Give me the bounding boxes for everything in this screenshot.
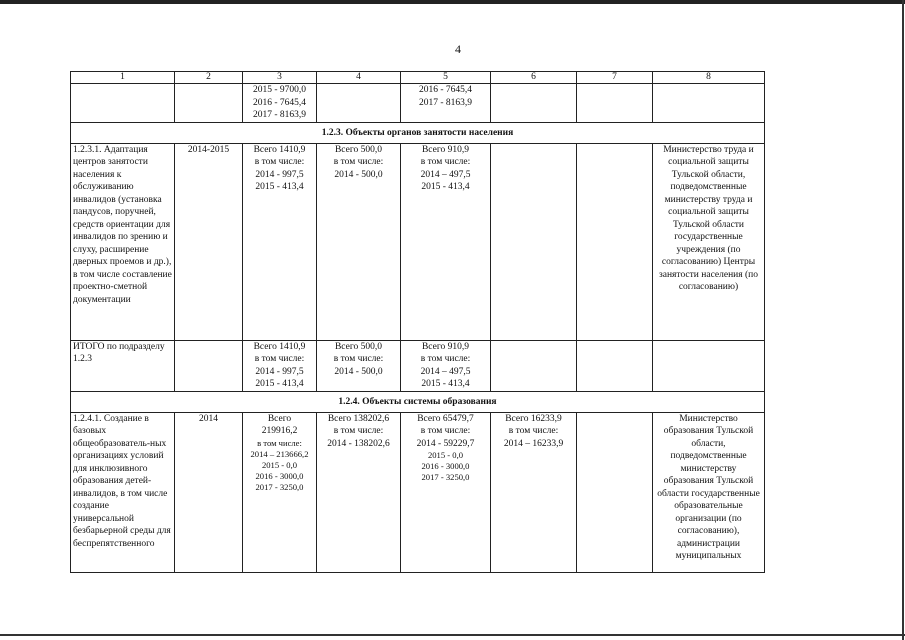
item-c3-main-line-1: Всего — [267, 413, 292, 424]
total-period-1-2-3 — [175, 340, 243, 391]
total-c4-line-2: в том числе: — [333, 354, 384, 364]
item-c5-breakdown — [403, 450, 488, 483]
item-c7-1-2-4-1 — [577, 412, 653, 572]
table-row-1-2-4-1 — [71, 412, 765, 572]
item-c7-1-2-3-1 — [577, 143, 653, 340]
header-cell-6: 6 — [491, 72, 577, 84]
scan-edge-bottom — [0, 634, 905, 636]
total-c3-1-2-3 — [243, 340, 317, 391]
section-row-1-2-3 — [71, 122, 765, 143]
item-c5-line-3: 2014 – 497,5 — [420, 169, 471, 180]
total-c4-1-2-3 — [317, 340, 401, 391]
item-c6-1-2-4-1 — [491, 412, 577, 572]
item-c4-line-1: Всего 500,0 — [334, 144, 383, 155]
item-period-1-2-3-1: 2014-2015 — [175, 143, 243, 340]
item-responsible-1-2-3-1: Министерство труда и социальной защиты Тульской области, подведомственные министерству труда и социальной защиты Тульской области государственные учреждения (по согласованию) Центры занятости населения (по согласованию) — [653, 143, 765, 340]
page-number: 4 — [455, 42, 461, 56]
total-c3-line-2: в том числе: — [254, 354, 305, 364]
header-cell-2: 2 — [175, 72, 243, 84]
carryover-c6-cell — [491, 84, 577, 123]
scan-edge-right — [902, 0, 904, 640]
item-c5-1-2-3-1 — [401, 143, 491, 340]
item-c3-small-line-3: 2015 - 0,0 — [261, 459, 298, 470]
header-cell-4: 4 — [317, 72, 401, 84]
item-name-1-2-3-1: 1.2.3.1. Адаптация центров занятости населения к обслуживанию инвалидов (установка пандусов, поручней, средств ориентации для инвалидов по зрению и слуху, расширение дверных проемов и др.), в том числе составление проектно-сметной документации — [71, 143, 175, 340]
carryover-c3-line-2: 2016 - 7645,4 — [252, 97, 307, 108]
item-c3-small-line-2: 2014 – 213666,2 — [250, 448, 309, 459]
item-c5-small-line-2: 2016 - 3000,0 — [421, 461, 470, 471]
item-c4-line-2b: в том числе: — [333, 426, 384, 436]
header-cell-8: 8 — [653, 72, 765, 84]
total-c3-line-1: Всего 1410,9 — [253, 341, 306, 352]
item-c3-small-line-5: 2017 - 3250,0 — [255, 481, 304, 492]
carryover-c5-line-2: 2017 - 8163,9 — [418, 97, 473, 108]
total-c6-1-2-3 — [491, 340, 577, 391]
total-c7-1-2-3 — [577, 340, 653, 391]
carryover-c3-line-1: 2015 - 9700,0 — [252, 85, 307, 95]
item-c3-small-line-4: 2016 - 3000,0 — [255, 470, 304, 481]
item-c6-line-1: Всего 16233,9 — [505, 413, 562, 424]
item-c4-line-2: в том числе: — [333, 157, 384, 167]
total-name-1-2-3: ИТОГО по подразделу 1.2.3 — [71, 340, 175, 391]
item-c3-line-2: в том числе: — [254, 157, 305, 167]
item-c4-1-2-4-1 — [317, 412, 401, 572]
header-cell-7: 7 — [577, 72, 653, 84]
carryover-c8-cell — [653, 84, 765, 123]
program-table — [70, 71, 765, 573]
item-c4-line-1b: Всего 138202,6 — [327, 413, 390, 424]
section-title-1-2-3: 1.2.3. Объекты органов занятости населения — [71, 122, 765, 143]
item-c4-1-2-3-1 — [317, 143, 401, 340]
total-c5-1-2-3 — [401, 340, 491, 391]
item-c4-line-3b: 2014 - 138202,6 — [327, 438, 390, 449]
item-c3-line-3: 2014 - 997,5 — [255, 169, 304, 180]
item-c4-line-3: 2014 - 500,0 — [334, 169, 383, 180]
item-c6-line-3: 2014 – 16233,9 — [503, 438, 564, 449]
carryover-c7-cell — [577, 84, 653, 123]
item-responsible-1-2-4-1: Министерство образования Тульской области, подведомственные министерству образования Тульской области государственные образовательные организации (по согласованию), администрации муниципальных — [653, 412, 765, 572]
carryover-c3-line-3: 2017 - 8163,9 — [252, 110, 307, 120]
item-c3-breakdown — [245, 438, 314, 493]
item-c6-1-2-3-1 — [491, 143, 577, 340]
item-c5-line-4: 2015 - 413,4 — [421, 182, 470, 192]
item-c3-small-line-1: в том числе: — [257, 437, 302, 448]
total-c5-line-2: в том числе: — [420, 354, 471, 364]
section-row-1-2-4 — [71, 391, 765, 412]
total-c3-line-3: 2014 - 997,5 — [255, 366, 304, 377]
carryover-period-cell — [175, 84, 243, 123]
item-c5-main-line-1: Всего 65479,7 — [417, 413, 474, 424]
total-c4-line-1: Всего 500,0 — [334, 341, 383, 352]
carryover-name-cell — [71, 84, 175, 123]
item-c3-main-line-2: 219916,2 — [261, 426, 298, 436]
total-row-1-2-3 — [71, 340, 765, 391]
header-row — [71, 72, 765, 84]
item-c3-1-2-3-1 — [243, 143, 317, 340]
total-c4-line-3: 2014 - 500,0 — [334, 366, 383, 377]
carryover-c4-cell — [317, 84, 401, 123]
item-c5-main-line-3: 2014 - 59229,7 — [416, 438, 475, 449]
item-c3-1-2-4-1 — [243, 412, 317, 572]
item-c3-line-1: Всего 1410,9 — [253, 144, 306, 155]
header-cell-5: 5 — [401, 72, 491, 84]
item-c6-line-2: в том числе: — [508, 426, 559, 436]
scan-edge-top — [0, 0, 905, 4]
total-c8-1-2-3 — [653, 340, 765, 391]
item-c5-main-line-2: в том числе: — [420, 426, 471, 436]
item-c5-line-2: в том числе: — [420, 157, 471, 167]
table-row-1-2-3-1 — [71, 143, 765, 340]
item-c5-line-1: Всего 910,9 — [421, 144, 470, 155]
carryover-c5-cell — [401, 84, 491, 123]
item-period-1-2-4-1: 2014 — [175, 412, 243, 572]
header-cell-3: 3 — [243, 72, 317, 84]
carryover-c5-line-1: 2016 - 7645,4 — [418, 85, 473, 95]
total-c3-line-4: 2015 - 413,4 — [255, 379, 304, 389]
item-c5-1-2-4-1 — [401, 412, 491, 572]
header-cell-1: 1 — [71, 72, 175, 84]
carryover-row — [71, 84, 765, 123]
item-c5-small-line-1: 2015 - 0,0 — [427, 450, 464, 460]
item-c3-line-4: 2015 - 413,4 — [255, 182, 304, 192]
item-name-1-2-4-1: 1.2.4.1. Создание в базовых общеобразователь-ных организациях условий для инклюзивного образования детей-инвалидов, в том числе создание универсальной безбарьерной среды для беспрепятственного — [71, 412, 175, 572]
carryover-total-cell — [243, 84, 317, 123]
total-c5-line-4: 2015 - 413,4 — [421, 379, 470, 389]
total-c5-line-3: 2014 – 497,5 — [420, 366, 471, 377]
total-c5-line-1: Всего 910,9 — [421, 341, 470, 352]
item-c5-small-line-3: 2017 - 3250,0 — [421, 472, 470, 482]
section-title-1-2-4: 1.2.4. Объекты системы образования — [71, 391, 765, 412]
